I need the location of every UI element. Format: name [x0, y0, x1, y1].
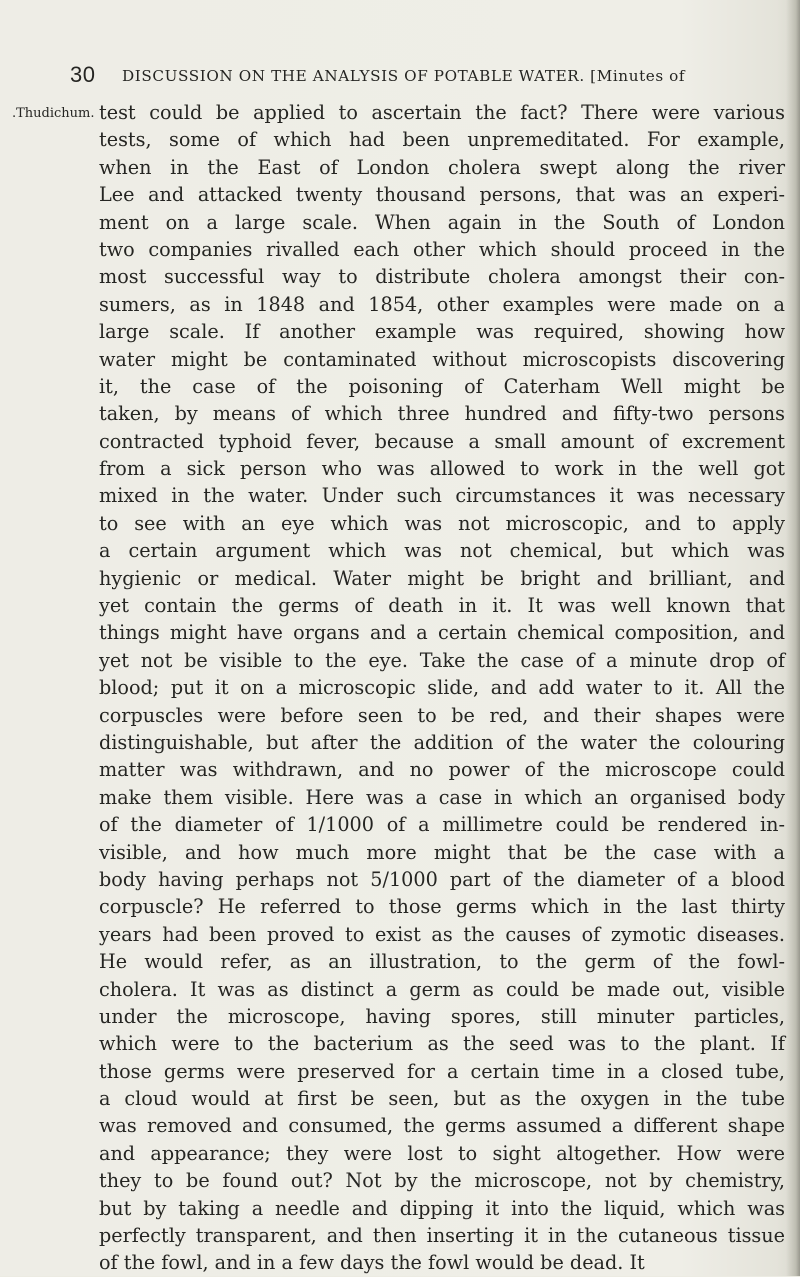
text-line: from a sick person who was allowed to work in the well got	[99, 457, 785, 481]
text-line: under the microscope, having spores, still minuter particles,	[99, 1004, 785, 1028]
text-line: sumers, as in 1848 and 1854, other examples were made on a	[99, 292, 785, 316]
text-line: things might have organs and a certain chemical composition, and	[99, 621, 785, 645]
text-line: perfectly transparent, and then inserting it in the cutaneous tissue	[99, 1224, 785, 1248]
text-line: distinguishable, but after the addition of the water the colouring	[99, 730, 785, 754]
text-line: a cloud would at first be seen, but as the oxygen in the tube	[99, 1087, 785, 1111]
text-line: water might be contaminated without microscopists discovering	[99, 347, 785, 371]
running-head: DISCUSSION ON THE ANALYSIS OF POTABLE WATER. [Minutes of	[122, 67, 686, 85]
text-line: most successful way to distribute cholera amongst their con-	[99, 265, 785, 289]
text-line: taken, by means of which three hundred and fifty-two persons	[99, 402, 785, 426]
body-text	[99, 99, 785, 1277]
text-line: matter was withdrawn, and no power of the microscope could	[99, 758, 785, 782]
text-line: corpuscles were before seen to be red, and their shapes were	[99, 703, 785, 727]
text-line: but by taking a needle and dipping it into the liquid, which was	[99, 1196, 785, 1220]
text-line: was removed and consumed, the germs assumed a different shape	[99, 1114, 785, 1138]
text-line: cholera. It was as distinct a germ as could be made out, visible	[99, 977, 785, 1001]
text-line: tests, some of which had been unpremeditated. For example,	[99, 128, 785, 152]
text-line: of the fowl, and in a few days the fowl would be dead. It	[99, 1251, 645, 1275]
text-line: visible, and how much more might that be the case with a	[99, 840, 785, 864]
page-edge-shadow	[786, 0, 800, 1276]
text-line: two companies rivalled each other which should proceed in the	[99, 237, 785, 261]
text-line: test could be applied to ascertain the fact? There were various	[99, 101, 785, 124]
text-line: of the diameter of 1/1000 of a millimetre could be rendered in-	[99, 813, 785, 837]
text-line: contracted typhoid fever, because a small amount of excrement	[99, 429, 785, 453]
text-line: when in the East of London cholera swept along the river	[99, 155, 785, 179]
text-line: Lee and attacked twenty thousand persons, that was an experi-	[99, 183, 785, 207]
text-line: hygienic or medical. Water might be bright and brilliant, and	[99, 566, 785, 590]
text-line: they to be found out? Not by the microscope, not by chemistry,	[99, 1169, 785, 1193]
text-line: large scale. If another example was required, showing how	[99, 320, 785, 344]
text-line: He would refer, as an illustration, to the germ of the fowl-	[99, 950, 785, 974]
text-line: yet contain the germs of death in it. It was well known that	[99, 594, 785, 618]
page-header	[0, 62, 800, 92]
text-line: which were to the bacterium as the seed was to the plant. If	[99, 1032, 785, 1056]
margin-speaker-name: .Thudichum.	[12, 106, 95, 121]
text-line: ment on a large scale. When again in the South of London	[99, 210, 785, 234]
text-line: blood; put it on a microscopic slide, and add water to it. All the	[99, 676, 785, 700]
page-number: 30	[70, 62, 96, 87]
text-line: corpuscle? He referred to those germs which in the last thirty	[99, 895, 785, 919]
text-line: body having perhaps not 5/1000 part of the diameter of a blood	[99, 867, 785, 891]
text-line: mixed in the water. Under such circumstances it was necessary	[99, 484, 785, 508]
text-line: a certain argument which was not chemical, but which was	[99, 539, 785, 563]
text-line: make them visible. Here was a case in which an organised body	[99, 785, 785, 809]
text-line: yet not be visible to the eye. Take the case of a minute drop of	[99, 648, 785, 672]
text-line: years had been proved to exist as the causes of zymotic diseases.	[99, 922, 785, 946]
text-line: it, the case of the poisoning of Caterham Well might be	[99, 374, 785, 398]
text-line: to see with an eye which was not microscopic, and to apply	[99, 511, 785, 535]
text-line: those germs were preserved for a certain time in a closed tube,	[99, 1059, 785, 1083]
text-line: and appearance; they were lost to sight altogether. How were	[99, 1141, 785, 1165]
